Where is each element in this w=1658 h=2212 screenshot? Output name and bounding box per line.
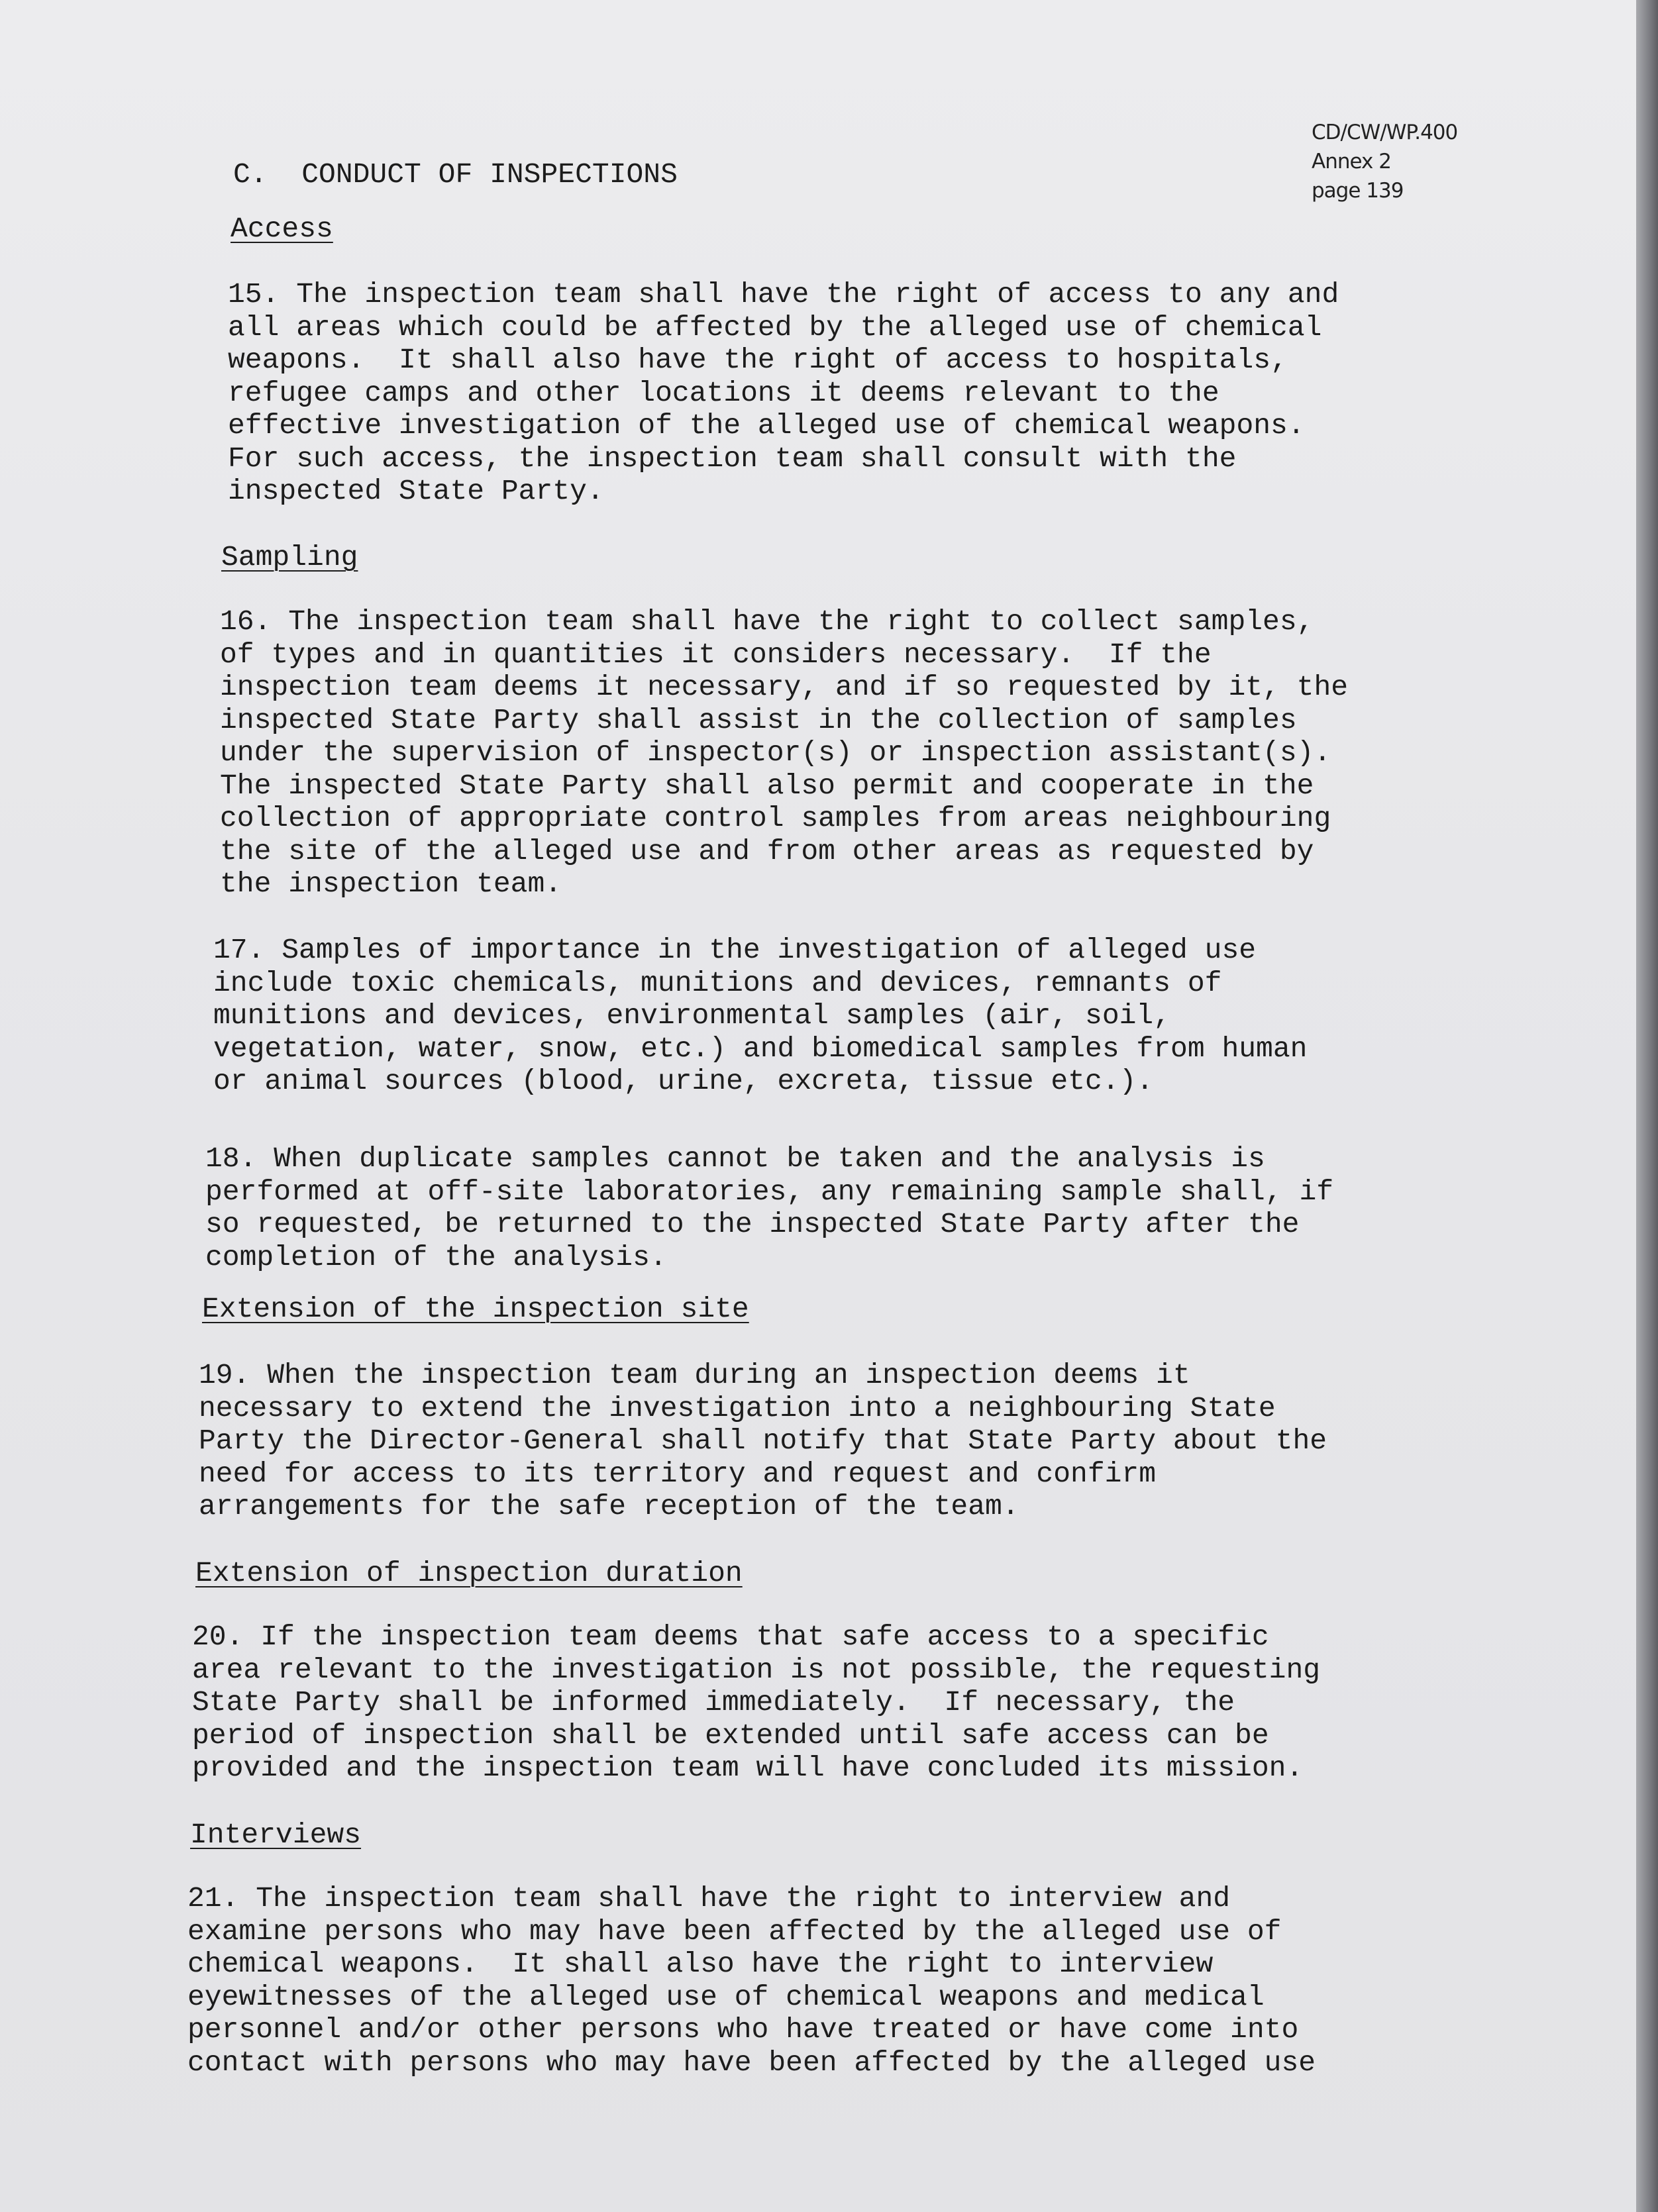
text-line: 21. The inspection team shall have the right to interview and	[187, 1882, 1231, 1915]
text-line: 17. Samples of importance in the investigation of alleged use	[213, 934, 1257, 966]
text-line: provided and the inspection team will have concluded its mission.	[192, 1752, 1304, 1784]
text-line: period of inspection shall be extended until safe access can be	[192, 1719, 1269, 1752]
text-line: 19. When the inspection team during an inspection deems it	[199, 1359, 1190, 1391]
text-line: effective investigation of the alleged use of chemical weapons.	[228, 409, 1305, 442]
text-line: the site of the alleged use and from other areas as requested by	[220, 834, 1314, 868]
paragraph-20	[192, 1621, 1320, 1785]
text-line: completion of the analysis.	[205, 1240, 667, 1274]
paragraph-16	[220, 605, 1348, 901]
heading-interviews: Interviews	[190, 1819, 362, 1851]
text-line: the inspection team.	[220, 868, 562, 900]
text-line: necessary to extend the investigation into a neighbouring State	[199, 1391, 1276, 1425]
document-reference: CD/CW/WP.400	[1312, 121, 1458, 144]
text-line: under the supervision of inspector(s) or inspection assistant(s).	[220, 736, 1331, 769]
text-line: The inspected State Party shall also permit and cooperate in the	[220, 769, 1314, 802]
heading-extension-duration: Extension of inspection duration	[195, 1557, 743, 1589]
heading-access: Access	[231, 213, 333, 245]
text-line: area relevant to the investigation is not possible, the requesting	[192, 1653, 1321, 1686]
text-line: vegetation, water, snow, etc.) and biomedical samples from human	[213, 1032, 1308, 1065]
text-line: weapons. It shall also have the right of access to hospitals,	[228, 344, 1288, 376]
page-number: page 139	[1312, 179, 1404, 203]
text-line: 16. The inspection team shall have the right to collect samples,	[220, 605, 1314, 638]
text-line: eyewitnesses of the alleged use of chemical weapons and medical	[187, 1980, 1265, 2013]
text-line: 20. If the inspection team deems that safe access to a specific	[192, 1621, 1269, 1653]
text-line: State Party shall be informed immediately. If necessary, the	[192, 1686, 1235, 1719]
text-line: arrangements for the safe reception of the team.	[199, 1490, 1019, 1523]
text-line: or animal sources (blood, urine, excreta, tissue etc.).	[213, 1065, 1154, 1097]
text-line: inspected State Party.	[228, 475, 604, 507]
text-line: examine persons who may have been affected by the alleged use of	[187, 1915, 1282, 1948]
annex-label: Annex 2	[1312, 150, 1391, 174]
text-line: performed at off-site laboratories, any remaining sample shall, if	[205, 1175, 1334, 1208]
heading-extension-site: Extension of the inspection site	[202, 1293, 749, 1325]
text-line: 18. When duplicate samples cannot be taken and the analysis is	[205, 1142, 1265, 1175]
paragraph-21	[187, 1882, 1316, 2079]
text-line: so requested, be returned to the inspected State Party after the	[205, 1208, 1300, 1240]
page-header	[1312, 118, 1457, 205]
text-line: inspected State Party shall assist in the collection of samples	[220, 703, 1297, 736]
text-line: contact with persons who may have been affected by the alleged use	[187, 2046, 1316, 2079]
text-line: refugee camps and other locations it deems relevant to the	[228, 376, 1219, 409]
text-line: inspection team deems it necessary, and if so requested by it, the	[220, 671, 1349, 703]
text-line: include toxic chemicals, munitions and devices, remnants of	[213, 966, 1222, 999]
paragraph-15	[228, 278, 1339, 508]
paragraph-19	[199, 1359, 1327, 1523]
page-edge-shadow	[1636, 0, 1658, 2212]
text-line: 15. The inspection team shall have the right of access to any and	[228, 278, 1339, 311]
paragraph-17	[213, 934, 1307, 1098]
text-line: need for access to its territory and request and confirm	[199, 1457, 1157, 1490]
section-title: C. CONDUCT OF INSPECTIONS	[233, 158, 678, 191]
text-line: Party the Director-General shall notify that State Party about the	[199, 1425, 1327, 1457]
text-line: munitions and devices, environmental samples (air, soil,	[213, 999, 1171, 1032]
text-line: chemical weapons. It shall also have the right to interview	[187, 1948, 1214, 1980]
text-line: For such access, the inspection team shall consult with the	[228, 442, 1237, 475]
heading-sampling: Sampling	[221, 541, 358, 574]
paragraph-18	[205, 1142, 1333, 1274]
text-line: of types and in quantities it considers necessary. If the	[220, 638, 1212, 671]
text-line: personnel and/or other persons who have treated or have come into	[187, 2013, 1299, 2046]
text-line: all areas which could be affected by the alleged use of chemical	[228, 311, 1322, 344]
text-line: collection of appropriate control samples from areas neighbouring	[220, 802, 1331, 834]
